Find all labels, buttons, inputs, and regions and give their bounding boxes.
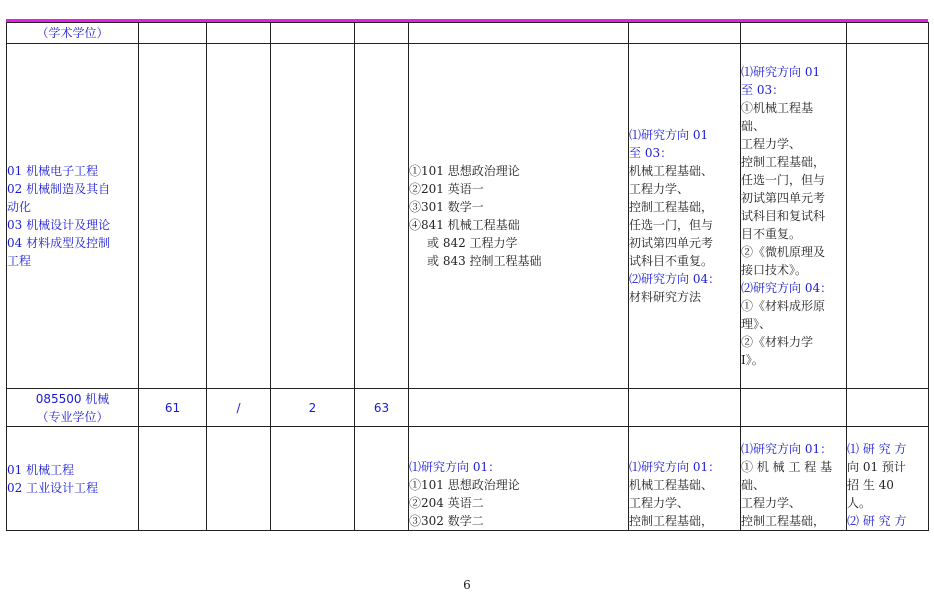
professional-notes: [847, 427, 929, 531]
direction-title: 至 03：: [741, 83, 785, 97]
equivalent-item: 任选一门，但与: [741, 173, 826, 187]
note-item: ⑵ 研 究 方: [847, 514, 907, 528]
equivalent-item: ①机械工程基: [741, 101, 814, 115]
equivalent-item: 工程力学、: [741, 496, 802, 510]
major-item: 02 工业设计工程: [7, 480, 99, 495]
exam-item: ②204 英语二: [409, 496, 484, 510]
equivalent-item: 控制工程基础，: [741, 514, 826, 528]
direction-title: ⑴研究方向 01: [741, 65, 821, 79]
equivalent-item: ①《材料成形原: [741, 299, 826, 313]
equivalent-item: 控制工程基础，: [741, 155, 826, 169]
direction-title: ⑴研究方向 01：: [409, 460, 501, 474]
table-row: [7, 44, 929, 389]
equivalent-item: 目不重复。: [741, 227, 802, 241]
direction-title: ⑵研究方向 04：: [741, 281, 833, 295]
exam-item: ③302 数学二: [409, 514, 484, 528]
equivalent-item: ②《材料力学: [741, 335, 814, 349]
note-item: 招 生 40: [847, 478, 894, 492]
retest-item: 材料研究方法: [629, 290, 702, 304]
retest-item: 任选一门，但与: [629, 218, 714, 232]
admissions-table: [6, 22, 929, 531]
equivalent-item: 理》、: [741, 317, 772, 331]
academic-retest-subjects: [629, 44, 741, 389]
major-item: 工程: [7, 254, 32, 268]
equivalent-item: ① 机 械 工 程 基: [741, 460, 833, 474]
equivalent-item: 试科目和复试科: [741, 209, 826, 223]
major-item: 01 机械电子工程: [7, 164, 99, 178]
equivalent-item: I》。: [741, 353, 764, 367]
enrollment-count: /: [207, 389, 271, 427]
exam-item: ①101 思想政治理论: [409, 478, 520, 492]
enrollment-count: 63: [355, 389, 409, 427]
equivalent-item: 础、: [741, 478, 766, 492]
equivalent-item: ②《微机原理及: [741, 245, 826, 259]
exam-item: ②201 英语一: [409, 182, 484, 196]
direction-title: ⑴研究方向 01：: [741, 442, 833, 456]
direction-title: ⑵研究方向 04：: [629, 272, 721, 286]
table-row: [7, 23, 929, 44]
professional-degree-label: [7, 389, 139, 427]
equivalent-item: 础、: [741, 119, 766, 133]
note-item: 人。: [847, 496, 872, 510]
degree-type: （专业学位）: [36, 409, 109, 424]
professional-retest-subjects: [629, 427, 741, 531]
exam-item: 或 843 控制工程基础: [427, 254, 542, 268]
table-row: [7, 389, 929, 427]
exam-item: ①101 思想政治理论: [409, 164, 520, 178]
direction-title: ⑴研究方向 01: [629, 128, 709, 142]
enrollment-count: 61: [139, 389, 207, 427]
retest-item: 控制工程基础，: [629, 200, 714, 214]
professional-equivalent-subjects: [741, 427, 847, 531]
retest-item: 试科目不重复。: [629, 254, 714, 268]
retest-item: 机械工程基础、: [629, 478, 714, 492]
academic-equivalent-subjects: [741, 44, 847, 389]
major-item: 02 机械制造及其自: [7, 182, 111, 196]
major-item: 动化: [7, 200, 32, 214]
retest-item: 初试第四单元考: [629, 236, 714, 250]
equivalent-item: 接口技术》。: [741, 263, 808, 277]
page-number: 6: [463, 578, 471, 592]
professional-majors: [7, 427, 139, 531]
degree-type-label: （学术学位）: [7, 23, 139, 44]
equivalent-item: 初试第四单元考: [741, 191, 826, 205]
retest-item: 机械工程基础、: [629, 164, 714, 178]
exam-item: ③301 数学一: [409, 200, 484, 214]
degree-code: 085500 机械: [35, 391, 110, 406]
direction-title: 至 03：: [629, 146, 673, 160]
major-item: 04 材料成型及控制: [7, 236, 111, 250]
academic-majors: [7, 44, 139, 389]
retest-item: 控制工程基础，: [629, 514, 714, 528]
note-item: ⑴ 研 究 方: [847, 442, 907, 456]
table-row: [7, 427, 929, 531]
direction-title: ⑴研究方向 01：: [629, 460, 721, 474]
major-item: 01 机械工程: [7, 462, 75, 477]
major-item: 03 机械设计及理论: [7, 218, 111, 232]
note-item: 向 01 预计: [847, 460, 906, 474]
professional-exam-subjects: [409, 427, 629, 531]
exam-item: ④841 机械工程基础: [409, 218, 520, 232]
academic-exam-subjects: [409, 44, 629, 389]
retest-item: 工程力学、: [629, 496, 690, 510]
enrollment-count: 2: [271, 389, 355, 427]
exam-item: 或 842 工程力学: [427, 236, 518, 250]
equivalent-item: 工程力学、: [741, 137, 802, 151]
retest-item: 工程力学、: [629, 182, 690, 196]
